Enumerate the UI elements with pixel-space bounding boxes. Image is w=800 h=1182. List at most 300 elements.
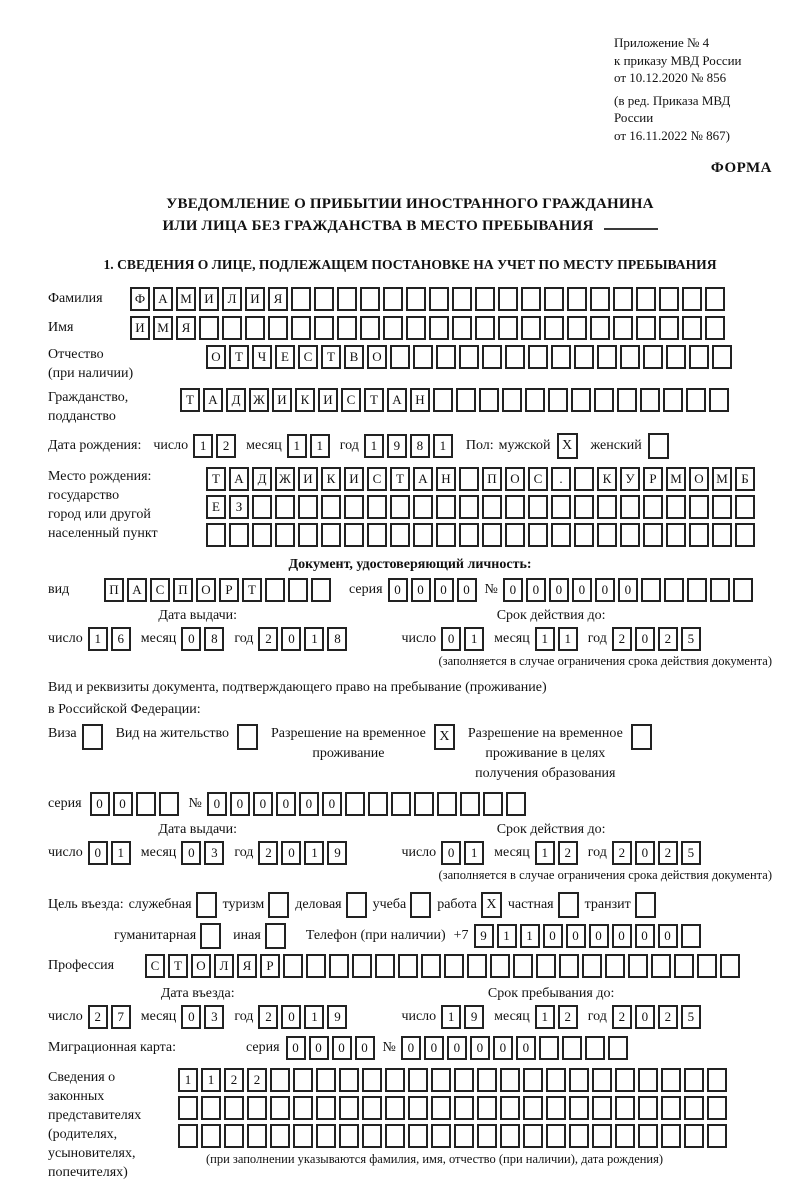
form-cell[interactable] [247,1124,267,1148]
form-cell[interactable]: К [321,467,341,491]
form-cell[interactable] [574,523,594,547]
form-cell[interactable]: И [199,287,219,311]
form-cell[interactable] [605,954,625,978]
form-cell[interactable] [681,924,701,948]
form-cell[interactable]: 0 [470,1036,490,1060]
form-cell[interactable]: М [666,467,686,491]
form-cell[interactable] [408,1124,428,1148]
form-cell[interactable]: О [505,467,525,491]
form-cell[interactable] [337,287,357,311]
form-cell[interactable] [551,495,571,519]
form-cell[interactable] [528,495,548,519]
form-cell[interactable] [620,345,640,369]
visa-checkbox[interactable] [82,724,103,750]
form-cell[interactable] [636,287,656,311]
form-cell[interactable] [385,1124,405,1148]
form-cell[interactable] [408,1096,428,1120]
form-cell[interactable] [546,1096,566,1120]
form-cell[interactable] [720,954,740,978]
form-cell[interactable] [385,1096,405,1120]
form-cell[interactable]: Т [364,388,384,412]
form-cell[interactable] [339,1124,359,1148]
form-cell[interactable] [436,523,456,547]
form-cell[interactable] [592,1124,612,1148]
form-cell[interactable] [421,954,441,978]
form-cell[interactable] [733,578,753,602]
form-cell[interactable] [390,495,410,519]
form-cell[interactable] [498,287,518,311]
form-cell[interactable] [638,1096,658,1120]
form-cell[interactable] [523,1068,543,1092]
form-cell[interactable]: 0 [441,841,461,865]
form-cell[interactable] [674,954,694,978]
form-cell[interactable] [571,388,591,412]
form-cell[interactable] [641,578,661,602]
form-cell[interactable] [431,1096,451,1120]
form-cell[interactable] [505,345,525,369]
form-cell[interactable] [431,1068,451,1092]
form-cell[interactable]: 0 [253,792,273,816]
form-cell[interactable]: 0 [355,1036,375,1060]
form-cell[interactable] [710,578,730,602]
purpose-other-checkbox[interactable] [265,923,286,949]
form-cell[interactable]: С [367,467,387,491]
form-cell[interactable]: 0 [493,1036,513,1060]
form-cell[interactable] [316,1096,336,1120]
form-cell[interactable]: 0 [309,1036,329,1060]
form-cell[interactable]: Ф [130,287,150,311]
form-cell[interactable] [252,523,272,547]
form-cell[interactable] [705,316,725,340]
form-cell[interactable]: 2 [88,1005,108,1029]
form-cell[interactable]: 2 [216,434,236,458]
form-cell[interactable] [270,1096,290,1120]
form-cell[interactable] [413,523,433,547]
form-cell[interactable] [311,578,331,602]
form-cell[interactable] [314,316,334,340]
form-cell[interactable] [638,1124,658,1148]
form-cell[interactable] [628,954,648,978]
form-cell[interactable] [539,1036,559,1060]
form-cell[interactable]: 0 [411,578,431,602]
form-cell[interactable]: О [367,345,387,369]
form-cell[interactable] [482,495,502,519]
form-cell[interactable]: 1 [441,1005,461,1029]
form-cell[interactable]: 0 [90,792,110,816]
form-cell[interactable] [383,287,403,311]
form-cell[interactable] [666,345,686,369]
form-cell[interactable]: С [528,467,548,491]
form-cell[interactable] [659,316,679,340]
form-cell[interactable] [569,1068,589,1092]
form-cell[interactable]: 0 [388,578,408,602]
form-cell[interactable]: С [298,345,318,369]
form-cell[interactable] [413,345,433,369]
form-cell[interactable] [659,287,679,311]
form-cell[interactable] [201,1096,221,1120]
form-cell[interactable] [498,316,518,340]
form-cell[interactable] [298,495,318,519]
form-cell[interactable] [615,1096,635,1120]
form-cell[interactable]: Е [206,495,226,519]
form-cell[interactable] [567,316,587,340]
form-cell[interactable]: К [597,467,617,491]
form-cell[interactable]: 0 [635,841,655,865]
form-cell[interactable]: Ч [252,345,272,369]
form-cell[interactable]: Н [436,467,456,491]
form-cell[interactable] [664,578,684,602]
form-cell[interactable] [643,523,663,547]
form-cell[interactable] [709,388,729,412]
form-cell[interactable] [224,1124,244,1148]
form-cell[interactable] [329,954,349,978]
form-cell[interactable] [429,316,449,340]
form-cell[interactable]: 1 [535,841,555,865]
form-cell[interactable] [544,287,564,311]
form-cell[interactable] [594,388,614,412]
form-cell[interactable]: 1 [464,627,484,651]
form-cell[interactable] [705,287,725,311]
form-cell[interactable] [479,388,499,412]
form-cell[interactable]: 1 [178,1068,198,1092]
form-cell[interactable]: 1 [310,434,330,458]
form-cell[interactable]: 8 [327,627,347,651]
form-cell[interactable] [444,954,464,978]
form-cell[interactable]: Р [643,467,663,491]
form-cell[interactable] [321,495,341,519]
form-cell[interactable]: 1 [304,841,324,865]
form-cell[interactable]: Я [268,287,288,311]
form-cell[interactable]: 1 [433,434,453,458]
form-cell[interactable] [707,1068,727,1092]
purpose-humanitarian-checkbox[interactable] [200,923,221,949]
form-cell[interactable]: 0 [635,1005,655,1029]
form-cell[interactable] [735,495,755,519]
form-cell[interactable] [502,388,522,412]
form-cell[interactable] [643,495,663,519]
form-cell[interactable] [321,523,341,547]
form-cell[interactable]: Т [242,578,262,602]
form-cell[interactable] [459,495,479,519]
temp-residence-edu-checkbox[interactable] [631,724,652,750]
form-cell[interactable] [513,954,533,978]
form-cell[interactable] [431,1124,451,1148]
form-cell[interactable]: 2 [558,841,578,865]
form-cell[interactable]: О [689,467,709,491]
form-cell[interactable]: И [298,467,318,491]
form-cell[interactable]: Р [260,954,280,978]
form-cell[interactable]: 1 [88,627,108,651]
form-cell[interactable]: Т [168,954,188,978]
form-cell[interactable]: 6 [111,627,131,651]
form-cell[interactable]: 0 [434,578,454,602]
form-cell[interactable]: 2 [558,1005,578,1029]
form-cell[interactable] [283,954,303,978]
form-cell[interactable] [224,1096,244,1120]
form-cell[interactable]: 1 [497,924,517,948]
form-cell[interactable]: 0 [457,578,477,602]
form-cell[interactable] [270,1068,290,1092]
form-cell[interactable]: 0 [658,924,678,948]
form-cell[interactable] [270,1124,290,1148]
form-cell[interactable]: 1 [287,434,307,458]
form-cell[interactable] [352,954,372,978]
form-cell[interactable] [475,287,495,311]
form-cell[interactable] [390,523,410,547]
form-cell[interactable]: 0 [181,1005,201,1029]
form-cell[interactable]: 2 [224,1068,244,1092]
form-cell[interactable]: . [551,467,571,491]
form-cell[interactable]: 2 [258,841,278,865]
form-cell[interactable] [459,523,479,547]
form-cell[interactable]: В [344,345,364,369]
form-cell[interactable] [525,388,545,412]
form-cell[interactable] [288,578,308,602]
form-cell[interactable] [136,792,156,816]
form-cell[interactable] [551,345,571,369]
form-cell[interactable] [390,345,410,369]
form-cell[interactable] [206,523,226,547]
form-cell[interactable] [222,316,242,340]
form-cell[interactable]: Ж [249,388,269,412]
form-cell[interactable]: 0 [322,792,342,816]
form-cell[interactable] [620,523,640,547]
form-cell[interactable] [398,954,418,978]
form-cell[interactable] [477,1068,497,1092]
form-cell[interactable] [562,1036,582,1060]
form-cell[interactable] [268,316,288,340]
form-cell[interactable] [735,523,755,547]
form-cell[interactable] [459,345,479,369]
form-cell[interactable]: 0 [503,578,523,602]
form-cell[interactable]: А [387,388,407,412]
form-cell[interactable] [436,345,456,369]
form-cell[interactable] [523,1096,543,1120]
purpose-study-checkbox[interactable] [410,892,431,918]
form-cell[interactable]: 0 [424,1036,444,1060]
form-cell[interactable] [490,954,510,978]
form-cell[interactable]: 2 [258,627,278,651]
form-cell[interactable] [459,467,479,491]
form-cell[interactable]: 1 [201,1068,221,1092]
form-cell[interactable] [663,388,683,412]
form-cell[interactable]: 0 [441,627,461,651]
form-cell[interactable] [293,1068,313,1092]
form-cell[interactable] [437,792,457,816]
form-cell[interactable]: 0 [526,578,546,602]
form-cell[interactable]: 0 [276,792,296,816]
purpose-transit-checkbox[interactable] [635,892,656,918]
form-cell[interactable] [291,316,311,340]
form-cell[interactable]: О [206,345,226,369]
form-cell[interactable] [460,792,480,816]
form-cell[interactable]: М [176,287,196,311]
form-cell[interactable] [551,523,571,547]
form-cell[interactable] [178,1124,198,1148]
form-cell[interactable]: 0 [207,792,227,816]
form-cell[interactable] [521,316,541,340]
form-cell[interactable]: Ж [275,467,295,491]
form-cell[interactable] [252,495,272,519]
form-cell[interactable] [548,388,568,412]
form-cell[interactable] [651,954,671,978]
form-cell[interactable] [159,792,179,816]
form-cell[interactable] [689,345,709,369]
form-cell[interactable] [597,495,617,519]
form-cell[interactable]: 0 [635,627,655,651]
form-cell[interactable] [712,345,732,369]
form-cell[interactable]: Т [390,467,410,491]
form-cell[interactable]: 9 [464,1005,484,1029]
form-cell[interactable] [265,578,285,602]
form-cell[interactable] [559,954,579,978]
form-cell[interactable] [528,523,548,547]
form-cell[interactable]: 5 [681,627,701,651]
form-cell[interactable] [247,1096,267,1120]
form-cell[interactable] [362,1068,382,1092]
form-cell[interactable] [590,287,610,311]
form-cell[interactable] [643,345,663,369]
form-cell[interactable]: Р [219,578,239,602]
form-cell[interactable] [454,1124,474,1148]
form-cell[interactable] [546,1068,566,1092]
form-cell[interactable] [201,1124,221,1148]
form-cell[interactable]: 0 [281,627,301,651]
form-cell[interactable] [684,1096,704,1120]
form-cell[interactable] [456,388,476,412]
form-cell[interactable]: 0 [516,1036,536,1060]
form-cell[interactable]: 0 [589,924,609,948]
form-cell[interactable] [592,1068,612,1092]
form-cell[interactable] [661,1096,681,1120]
form-cell[interactable]: А [413,467,433,491]
form-cell[interactable] [482,523,502,547]
form-cell[interactable]: П [104,578,124,602]
form-cell[interactable] [505,523,525,547]
form-cell[interactable] [590,316,610,340]
form-cell[interactable] [316,1068,336,1092]
form-cell[interactable]: 2 [658,1005,678,1029]
form-cell[interactable] [316,1124,336,1148]
form-cell[interactable] [546,1124,566,1148]
form-cell[interactable] [574,495,594,519]
form-cell[interactable] [712,495,732,519]
form-cell[interactable] [344,495,364,519]
form-cell[interactable]: И [272,388,292,412]
form-cell[interactable] [506,792,526,816]
form-cell[interactable] [682,316,702,340]
form-cell[interactable] [682,287,702,311]
form-cell[interactable]: 0 [230,792,250,816]
form-cell[interactable] [477,1096,497,1120]
form-cell[interactable]: И [344,467,364,491]
form-cell[interactable]: Б [735,467,755,491]
form-cell[interactable] [592,1096,612,1120]
form-cell[interactable]: У [620,467,640,491]
form-cell[interactable]: 3 [204,841,224,865]
form-cell[interactable] [500,1068,520,1092]
form-cell[interactable]: З [229,495,249,519]
form-cell[interactable] [406,287,426,311]
form-cell[interactable] [574,467,594,491]
form-cell[interactable] [360,287,380,311]
form-cell[interactable]: 1 [111,841,131,865]
form-cell[interactable]: О [196,578,216,602]
form-cell[interactable]: С [150,578,170,602]
form-cell[interactable] [298,523,318,547]
form-cell[interactable] [661,1068,681,1092]
form-cell[interactable] [636,316,656,340]
form-cell[interactable]: И [130,316,150,340]
form-cell[interactable] [686,388,706,412]
form-cell[interactable] [585,1036,605,1060]
form-cell[interactable]: 5 [681,1005,701,1029]
form-cell[interactable]: 0 [88,841,108,865]
form-cell[interactable]: 0 [595,578,615,602]
form-cell[interactable]: О [191,954,211,978]
form-cell[interactable]: А [203,388,223,412]
form-cell[interactable] [608,1036,628,1060]
form-cell[interactable] [689,495,709,519]
sex-female-checkbox[interactable] [648,433,669,459]
form-cell[interactable]: 2 [258,1005,278,1029]
form-cell[interactable]: 0 [181,841,201,865]
form-cell[interactable] [615,1124,635,1148]
form-cell[interactable] [362,1124,382,1148]
form-cell[interactable] [536,954,556,978]
form-cell[interactable]: 2 [612,841,632,865]
form-cell[interactable]: 1 [558,627,578,651]
form-cell[interactable]: 0 [447,1036,467,1060]
form-cell[interactable]: 1 [304,1005,324,1029]
form-cell[interactable] [275,523,295,547]
form-cell[interactable]: 1 [535,627,555,651]
form-cell[interactable] [544,316,564,340]
form-cell[interactable] [275,495,295,519]
form-cell[interactable] [375,954,395,978]
form-cell[interactable] [199,316,219,340]
form-cell[interactable] [291,287,311,311]
form-cell[interactable] [429,287,449,311]
form-cell[interactable] [314,287,334,311]
form-cell[interactable] [684,1124,704,1148]
form-cell[interactable] [707,1124,727,1148]
form-cell[interactable] [697,954,717,978]
form-cell[interactable]: 2 [612,1005,632,1029]
form-cell[interactable]: 7 [111,1005,131,1029]
form-cell[interactable] [687,578,707,602]
form-cell[interactable] [406,316,426,340]
form-cell[interactable]: Я [176,316,196,340]
form-cell[interactable]: Л [222,287,242,311]
form-cell[interactable]: 0 [286,1036,306,1060]
form-cell[interactable]: 0 [572,578,592,602]
form-cell[interactable]: И [245,287,265,311]
form-cell[interactable] [482,345,502,369]
form-cell[interactable] [638,1068,658,1092]
purpose-private-checkbox[interactable] [558,892,579,918]
form-cell[interactable] [597,345,617,369]
form-cell[interactable] [454,1096,474,1120]
form-cell[interactable] [613,316,633,340]
form-cell[interactable] [475,316,495,340]
form-cell[interactable]: А [153,287,173,311]
form-cell[interactable]: 1 [193,434,213,458]
form-cell[interactable] [306,954,326,978]
form-cell[interactable]: 8 [410,434,430,458]
form-cell[interactable]: 9 [474,924,494,948]
form-cell[interactable] [569,1124,589,1148]
